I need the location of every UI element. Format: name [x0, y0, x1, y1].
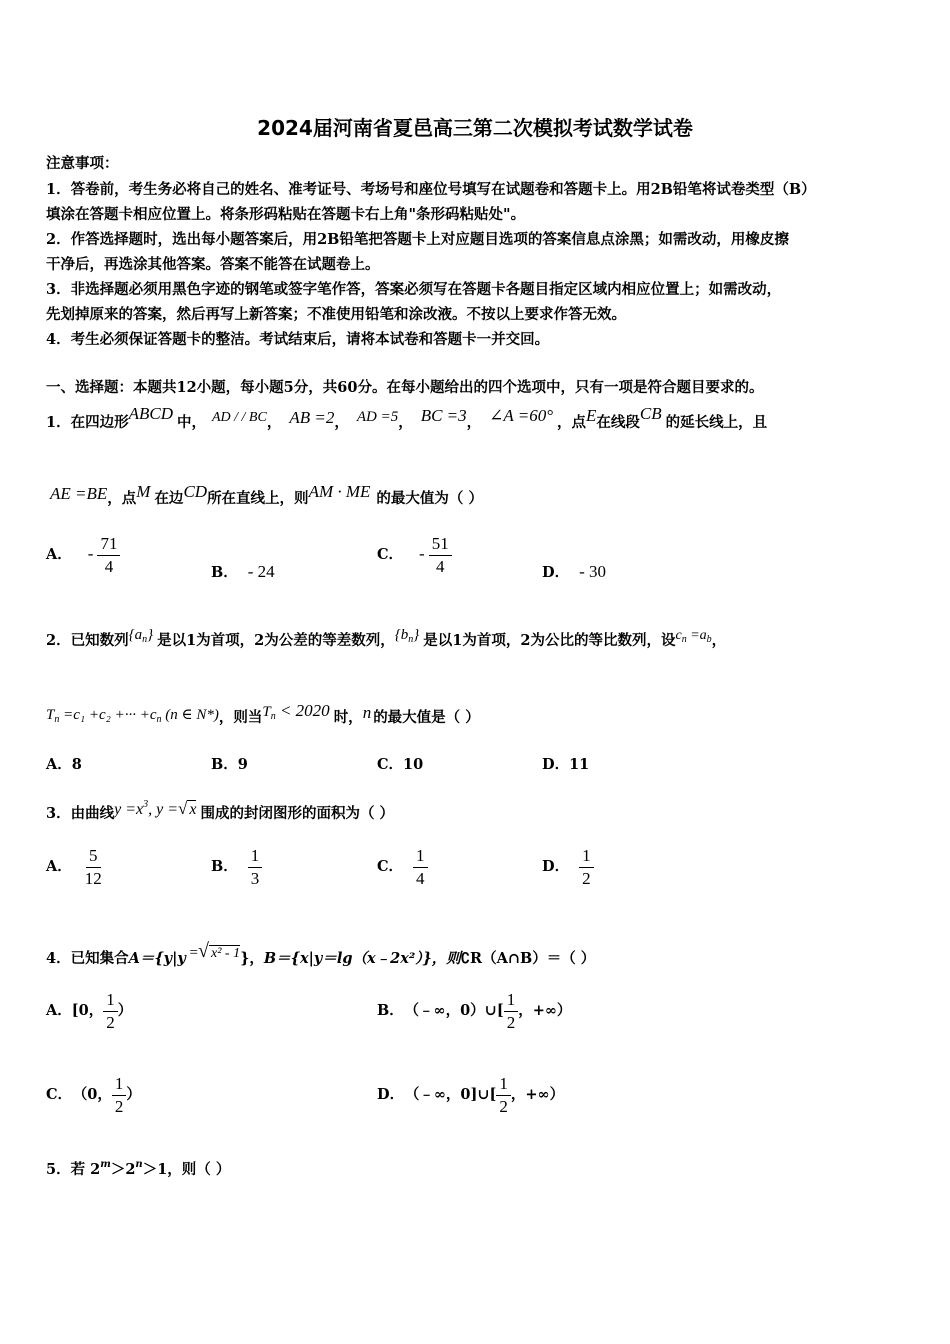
math-superscript: 3: [143, 799, 149, 810]
option-label: B．: [211, 858, 238, 876]
option-post: ）: [126, 1086, 141, 1104]
fraction-denominator: 4: [104, 556, 114, 576]
math-subscript: n: [156, 714, 162, 725]
q2-text: 的最大值是（ ）: [373, 709, 480, 726]
option-fraction: [248, 846, 263, 888]
q4-option-a[interactable]: [46, 990, 132, 1032]
q1-text: ，点: [107, 490, 137, 507]
math-part: =c₁ +c₂ +··· +c: [59, 707, 157, 723]
q1-text: 的延长线上，且: [665, 414, 768, 431]
q2-option-b[interactable]: [211, 753, 248, 774]
notice-line-5: 3．非选择题必须用黑色字迹的钢笔或签字笔作答，答案必须写在答题卡各题目指定区域内相应位置上；如需改动，: [46, 281, 782, 298]
fraction-denominator: 4: [416, 868, 425, 888]
option-label: C．: [377, 546, 404, 564]
option-fraction: [496, 1074, 511, 1116]
question-2-line-1: [46, 627, 726, 650]
math-subscript: n: [681, 634, 687, 645]
fraction-denominator: 2: [114, 1096, 124, 1116]
q1-text: ，: [334, 414, 349, 431]
fraction-numerator: 1: [504, 990, 519, 1012]
option-value: 8: [71, 756, 82, 773]
q4-text: B＝{x|y＝lg（x﹣2x²）}，则: [263, 950, 461, 967]
math-part: c: [675, 628, 682, 643]
notice-heading: 注意事项：: [46, 155, 119, 172]
question-4: [46, 940, 595, 968]
notice-line-2: 填涂在答题卡相应位置上。将条形码粘贴在答题卡右上角"条形码粘贴处"。: [46, 206, 526, 223]
q1-text: 的最大值为（ ）: [376, 490, 483, 507]
q5-text: 5．若 2: [46, 1161, 101, 1178]
option-fraction: [82, 846, 105, 888]
fraction-numerator: 1: [112, 1074, 127, 1096]
option-label: D．: [542, 756, 570, 773]
q1-math: E: [586, 406, 597, 425]
q1-math: AM · ME: [308, 482, 371, 501]
q1-text: 在线段: [596, 414, 640, 431]
option-sign: -: [419, 544, 425, 564]
option-label: B．: [211, 564, 238, 581]
q1-text: ，: [398, 414, 413, 431]
option-pre: （﹣∞，0）∪[: [411, 1002, 504, 1020]
q5-superscript: m: [100, 1159, 111, 1170]
q2-math: n: [362, 703, 372, 722]
q4-math: =√ x² - 1: [185, 940, 241, 962]
q1-text: 所在直线上，则: [207, 490, 309, 507]
q1-math: CD: [183, 482, 208, 501]
option-fraction: [103, 990, 118, 1032]
notice-line-4: 干净后，再选涂其他答案。答案不能答在试题卷上。: [46, 256, 380, 273]
option-pre: （﹣∞，0]∪[: [412, 1086, 497, 1104]
fraction-denominator: 2: [506, 1012, 516, 1032]
option-post: ，+∞）: [518, 1002, 572, 1020]
q3-option-c[interactable]: [377, 846, 428, 888]
fraction-numerator: 1: [496, 1074, 511, 1096]
q1-math: AD / / BC: [211, 410, 267, 425]
option-fraction: [504, 990, 519, 1032]
q2-text: ，则当: [218, 709, 263, 726]
q2-text: 是以1为首项，2为公比的等比数列，设: [423, 632, 676, 649]
q2-text: 2．已知数列: [46, 632, 129, 649]
option-post: ，+∞）: [510, 1086, 565, 1104]
q1-math: CB: [639, 404, 662, 423]
fraction-denominator: 2: [582, 868, 591, 888]
q1-option-d[interactable]: [542, 561, 606, 582]
option-label: A．: [46, 858, 72, 876]
math-part: {b: [394, 627, 409, 643]
option-label: A．: [46, 546, 72, 564]
option-pre: （0，: [80, 1086, 112, 1104]
q4-option-b[interactable]: [377, 990, 571, 1032]
math-subscript: n: [54, 714, 60, 725]
q1-option-b[interactable]: [211, 561, 275, 582]
q4-option-c[interactable]: [46, 1074, 141, 1116]
q1-text: ，: [466, 414, 482, 431]
q1-math: ∠A =60°: [489, 406, 553, 425]
math-radicand: x: [189, 801, 197, 818]
q2-text: 时，: [333, 709, 363, 726]
q3-math: $y =x^3$, y =√ x: [114, 799, 197, 818]
option-label: D．: [542, 564, 570, 581]
q1-option-c[interactable]: [377, 534, 452, 576]
fraction-numerator: 1: [413, 846, 428, 868]
option-fraction: [429, 534, 452, 576]
q4-option-d[interactable]: [377, 1074, 564, 1116]
option-value: - 30: [579, 562, 606, 581]
math-part: =a: [686, 628, 707, 643]
option-post: ）: [117, 1002, 133, 1020]
option-label: B．: [377, 1002, 404, 1020]
q2-option-a[interactable]: [46, 753, 82, 774]
q5-text: ＞2: [110, 1161, 136, 1178]
fraction-numerator: 51: [429, 534, 452, 556]
q4-text: 4．已知集合: [46, 950, 129, 967]
option-label: A．: [46, 756, 72, 773]
option-label: A．: [46, 1002, 72, 1020]
option-label: C．: [377, 756, 404, 773]
q2-math: [395, 627, 420, 643]
q1-text: 1．在四边形: [46, 414, 129, 431]
section-heading: 一、选择题：本题共12小题，每小题5分，共60分。在每小题给出的四个选项中，只有一项是符合题目要求的。: [46, 379, 764, 396]
option-fraction: [579, 846, 594, 888]
q2-option-c[interactable]: [377, 753, 423, 774]
q5-text: ＞1，则（ ）: [142, 1161, 231, 1178]
q3-option-b[interactable]: [211, 846, 262, 888]
math-part: {a: [128, 627, 143, 643]
option-value: 11: [569, 756, 590, 773]
q1-math: BC =3: [420, 406, 467, 425]
page-title: 2024届河南省夏邑高三第二次模拟考试数学试卷: [257, 116, 693, 140]
math-part: < 2020: [275, 701, 330, 720]
option-label: C．: [377, 858, 404, 876]
notice-line-1: 1．答卷前，考生务必将自己的姓名、准考证号、考场号和座位号填写在试题卷和答题卡上。用2B铅笔将试卷类型（B）: [46, 181, 816, 198]
math-part: }: [147, 627, 154, 643]
q1-math: AE =BE: [50, 484, 108, 503]
math-part: =: [185, 945, 199, 961]
option-value: 10: [403, 756, 424, 773]
fraction-numerator: 1: [579, 846, 594, 868]
notice-line-7: 4．考生必须保证答题卡的整洁。考试结束后，请将本试卷和答题卡一并交回。: [46, 331, 550, 348]
notice-line-3: 2．作答选择题时，选出每小题答案后，用2B铅笔把答题卡上对应题目选项的答案信息点涂黑；如需改动，用橡皮擦: [46, 231, 789, 248]
q1-math: M: [136, 482, 151, 501]
option-value: 9: [237, 756, 248, 773]
math-subscript: n: [142, 634, 148, 645]
math-part: y =x: [114, 801, 144, 818]
fraction-denominator: 2: [106, 1012, 115, 1032]
question-2-line-2: [46, 701, 480, 727]
q4-text: }，: [240, 950, 264, 967]
math-subscript: n: [270, 711, 276, 722]
q2-math: [129, 627, 154, 643]
q1-math: ABCD: [128, 404, 173, 423]
math-radicand: x² - 1: [211, 946, 241, 961]
q1-option-a[interactable]: [46, 534, 120, 576]
question-5: [46, 1158, 230, 1179]
math-part: (n ∈ N*): [161, 707, 219, 723]
notice-line-6: 先划掉原来的答案，然后再写上新答案；不准使用铅笔和涂改液。不按以上要求作答无效。: [46, 306, 626, 323]
q4-text: ∁R（A∩B）＝（ ）: [460, 950, 596, 967]
math-part: T: [46, 707, 55, 723]
fraction-denominator: 4: [435, 556, 445, 576]
fraction-numerator: 71: [97, 534, 120, 556]
q2-math: [46, 707, 219, 723]
math-part: T: [262, 704, 271, 720]
q1-text: ，点: [557, 414, 586, 431]
q3-text: 围成的封闭图形的面积为（ ）: [200, 805, 395, 822]
q2-text: 是以1为首项，2为公差的等差数列，: [157, 632, 395, 649]
q1-math: AD =5: [356, 409, 399, 425]
q3-option-a[interactable]: [46, 846, 105, 888]
option-pre: [0，: [71, 1002, 104, 1020]
option-label: B．: [211, 756, 238, 773]
fraction-numerator: 1: [248, 846, 263, 868]
q2-option-d[interactable]: [542, 753, 589, 774]
fraction-numerator: 5: [86, 846, 101, 868]
q1-math: AB =2: [289, 408, 335, 427]
fraction-denominator: 2: [499, 1096, 508, 1116]
q3-option-d[interactable]: [542, 846, 594, 888]
q2-math: [262, 701, 330, 722]
q4-text: A＝{y|y: [128, 950, 186, 967]
question-3: [46, 799, 394, 823]
question-1-line-1: [46, 404, 767, 432]
q1-text: 中，: [176, 414, 206, 431]
option-label: D．: [377, 1086, 405, 1104]
q1-text: 在边: [154, 490, 184, 507]
q2-text: ，: [711, 632, 727, 649]
option-fraction: [112, 1074, 127, 1116]
option-label: C．: [46, 1086, 73, 1104]
fraction-denominator: 3: [250, 868, 260, 888]
math-subscript: n: [408, 634, 414, 645]
option-sign: -: [87, 544, 94, 564]
math-part: }: [413, 627, 420, 643]
q3-text: 3．由曲线: [46, 805, 115, 822]
q1-text: ，: [266, 414, 282, 431]
option-value: - 24: [247, 562, 275, 581]
question-1-line-2: [46, 482, 483, 508]
option-label: D．: [542, 858, 570, 876]
fraction-numerator: 1: [103, 990, 118, 1012]
option-fraction: [413, 846, 428, 888]
math-part: , y =: [148, 801, 178, 818]
option-fraction: [97, 534, 120, 576]
q2-math: [675, 628, 711, 643]
q5-superscript: n: [135, 1159, 143, 1170]
fraction-denominator: 12: [84, 868, 102, 888]
math-subscript: b: [706, 634, 712, 645]
